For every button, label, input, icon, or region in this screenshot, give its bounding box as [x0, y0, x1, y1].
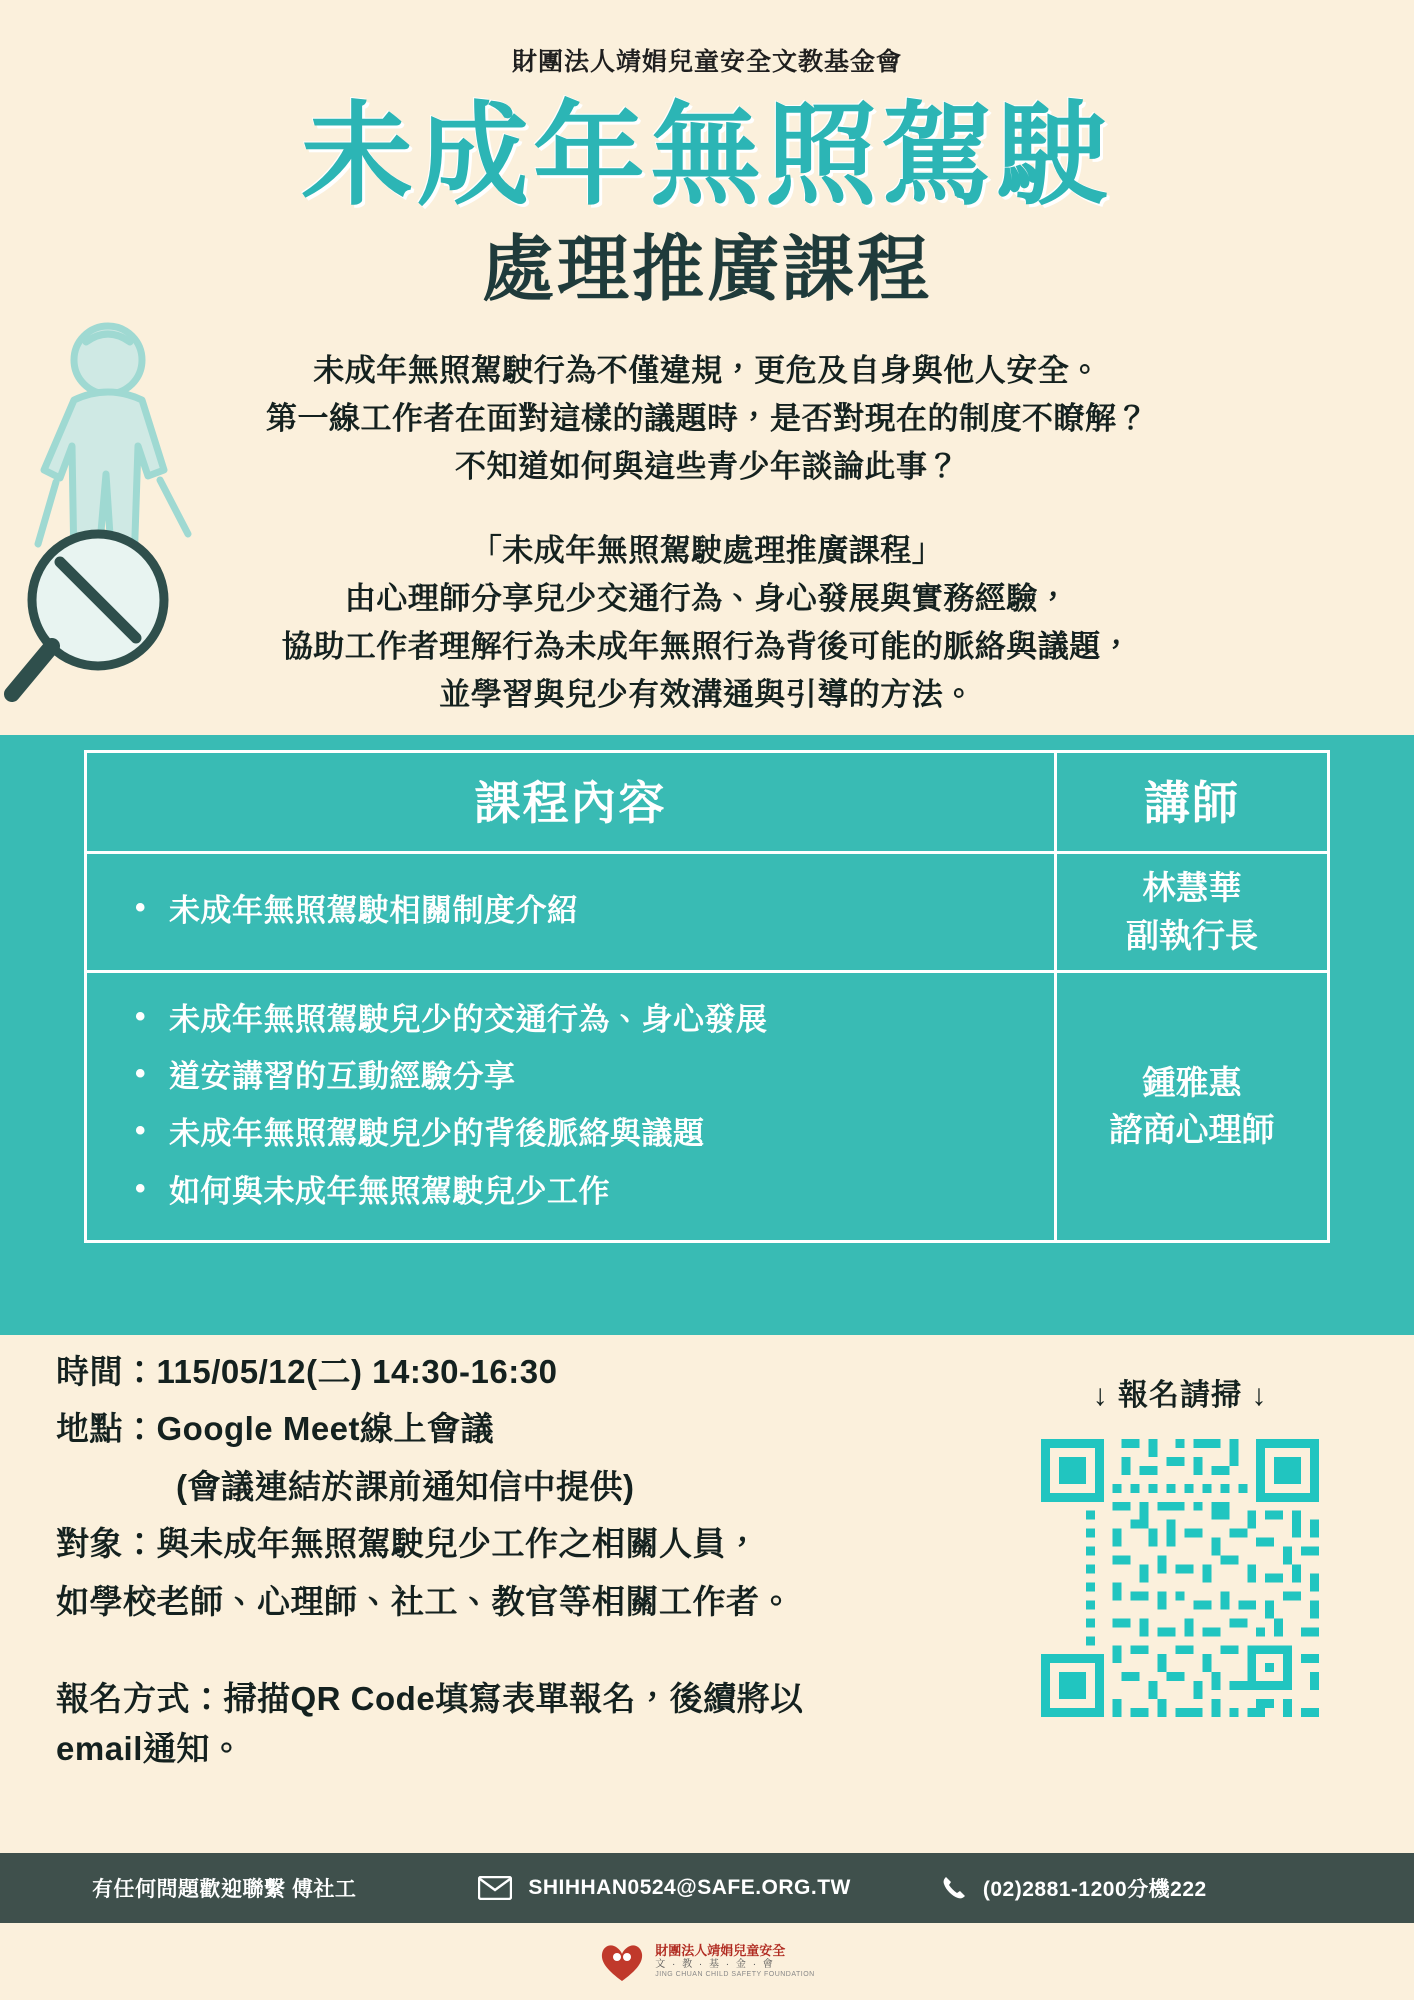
column-header-content: 課程內容 [86, 752, 1056, 853]
footer-contact-person [92, 1873, 356, 1903]
course-table [84, 750, 1330, 1243]
footer-contact-bar [0, 1853, 1414, 1923]
table-row [86, 971, 1329, 1241]
detail-place-note: (會議連結於課前通知信中提供) [176, 1467, 635, 1505]
footer-contact-label: 有任何問題歡迎聯繫 傅社工 [92, 1878, 357, 1901]
course-item-list-1 [117, 882, 1026, 939]
detail-audience-line-2: 如學校老師、心理師、社工、教官等相關工作者。 [56, 1582, 793, 1620]
phone-icon [941, 1875, 967, 1901]
list-item: • 未成年無照駕駛相關制度介紹 [157, 882, 1026, 939]
detail-time: 時間：115/05/12(二) 14:30-16:30 [56, 1353, 558, 1390]
intro-line-3: 不知道如何與這些青少年談論此事？ [455, 449, 959, 485]
intro-line-5: 由心理師分享兒少交通行為、身心發展與實務經驗， [344, 581, 1070, 617]
course-content-cell-2 [86, 971, 1056, 1241]
intro-line-1: 未成年無照駕駛行為不僅違規，更危及自身與他人安全。 [313, 353, 1101, 389]
table-header-row [86, 752, 1329, 853]
list-item: • 未成年無照駕駛兒少的背後脈絡與議題 [157, 1105, 1026, 1162]
list-item: • 道安講習的互動經驗分享 [157, 1048, 1026, 1105]
lecturer-title: 副執行長 [1126, 916, 1258, 954]
logo-text [655, 1944, 814, 1978]
lecturer-title: 諮商心理師 [1109, 1111, 1275, 1149]
intro-line-7: 並學習與兒少有效溝通與引導的方法。 [439, 677, 975, 713]
detail-place: 地點：Google Meet線上會議 [56, 1410, 495, 1448]
detail-signup-line-1: 報名方式：掃描QR Code填寫表單報名，後續將以 [56, 1680, 804, 1718]
column-header-lecturer: 講師 [1056, 752, 1329, 853]
detail-audience-line-1: 對象：與未成年無照駕駛兒少工作之相關人員， [56, 1525, 760, 1563]
qr-code[interactable] [1032, 1430, 1328, 1726]
list-item: • 未成年無照駕駛兒少的交通行為、身心發展 [157, 991, 1026, 1048]
footer-phone-text: (02)2881-1200分機222 [982, 1878, 1207, 1901]
intro-line-2: 第一線工作者在面對這樣的議題時，是否對現在的制度不瞭解？ [266, 401, 1148, 437]
course-item-list-2 [117, 991, 1026, 1220]
event-details [56, 1345, 986, 1773]
lecturer-cell-1 [1056, 853, 1329, 972]
intro-line-4: 「未成年無照駕駛處理推廣課程」 [470, 533, 944, 569]
qr-label: ↓ 報名請掃 ↓ [1092, 1379, 1268, 1412]
footer-email[interactable] [478, 1876, 851, 1900]
page-title: 未成年無照駕駛 [301, 93, 1113, 218]
footer-email-text: SHIHHAN0524@SAFE.ORG.TW [528, 1876, 851, 1899]
organization-name: 財團法人靖娟兒童安全文教基金會 [511, 48, 902, 76]
envelope-icon [478, 1876, 512, 1900]
lecturer-name: 林慧華 [1142, 869, 1242, 906]
logo-line-1: 財團法人靖娟兒童安全 [655, 1943, 786, 1959]
list-item: • 如何與未成年無照駕駛兒少工作 [157, 1163, 1026, 1220]
foundation-logo [0, 1923, 1414, 2000]
footer-phone[interactable] [941, 1873, 1207, 1903]
detail-signup [56, 1674, 986, 1773]
table-row [86, 853, 1329, 972]
lecturer-cell-2 [1056, 971, 1329, 1241]
logo-line-2: 文 · 教 · 基 · 金 · 會 [655, 1959, 775, 1971]
logo-line-3: JING CHUAN CHILD SAFETY FOUNDATION [655, 1970, 815, 1978]
logo-mark [599, 1940, 814, 1984]
page-subtitle: 處理推廣課程 [481, 229, 932, 310]
lecturer-name: 鍾雅惠 [1142, 1063, 1242, 1101]
detail-signup-line-2: email通知。 [56, 1729, 244, 1767]
heart-logo-icon [599, 1940, 645, 1984]
qr-section [1020, 1370, 1340, 1726]
course-content-cell-1 [86, 853, 1056, 972]
intro-line-6: 協助工作者理解行為未成年無照行為背後可能的脈絡與議題， [281, 629, 1133, 665]
intro-section [0, 347, 1414, 719]
